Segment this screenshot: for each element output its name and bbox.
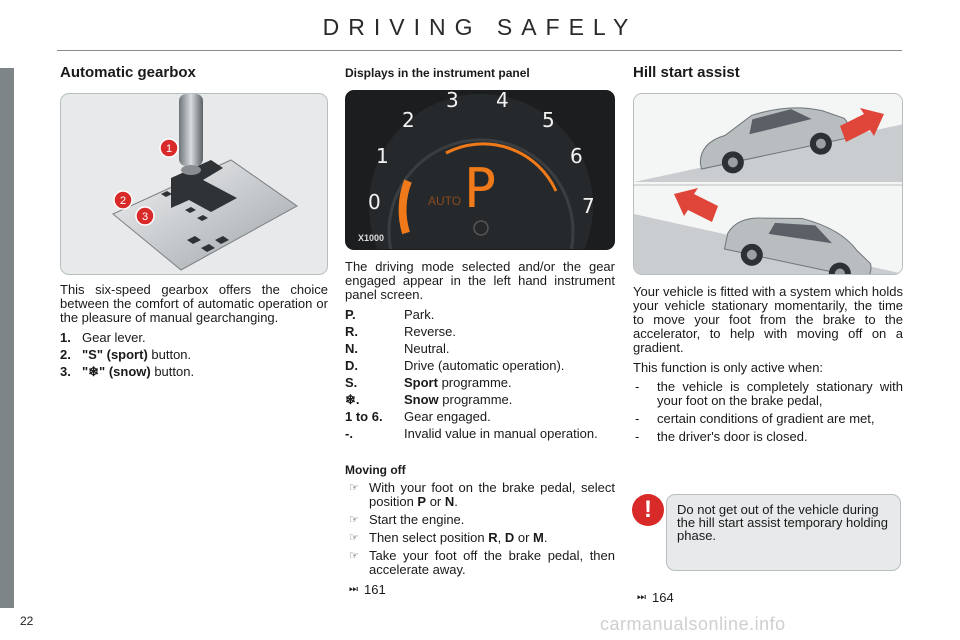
display-code-list <box>345 308 615 441</box>
hill-start-intro: Your vehicle is fitted with a system which holds your vehicle stationary momentarily, the time to move your foot from the brake to the accelerator, to help with moving off on a gradient. <box>633 284 903 355</box>
condition-item: - the driver's door is closed. <box>635 429 808 444</box>
moving-off-step: ☞ Start the engine. <box>345 513 615 527</box>
pointer-hand-icon: ☞ <box>349 514 359 526</box>
display-code-item: S. Sport programme. <box>345 375 512 390</box>
callout-2: 2 <box>119 195 127 207</box>
gearbox-item-list <box>60 331 328 379</box>
hill-start-section <box>633 66 903 448</box>
page-reference-164[interactable]: ⏭ 164 <box>637 590 674 605</box>
condition-item: - the vehicle is completely stationary with your foot on the brake pedal, <box>635 379 903 408</box>
display-code-item: ❄. Snow programme. <box>345 392 513 407</box>
gauge-number-2: 2 <box>402 108 415 132</box>
display-code-item: D. Drive (automatic operation). <box>345 358 565 373</box>
gauge-number-0: 0 <box>368 190 381 214</box>
gauge-mode-label: AUTO <box>428 194 462 208</box>
watermark: carmanualsonline.info <box>600 614 786 634</box>
display-code-item: R. Reverse. <box>345 324 457 339</box>
gauge-number-4: 4 <box>496 91 509 112</box>
display-code-item: P. Park. <box>345 307 435 322</box>
gauge-number-6: 6 <box>570 144 583 168</box>
gearbox-item: 2. "S" (sport) button. <box>60 347 192 362</box>
gear-indicator-letter: P <box>464 157 497 220</box>
page-side-bar <box>0 68 14 608</box>
pointer-hand-icon: ☞ <box>349 482 359 494</box>
automatic-gearbox-heading: Automatic gearbox <box>60 64 196 81</box>
display-code-item: -. Invalid value in manual operation. <box>345 426 598 441</box>
automatic-gearbox-section <box>60 66 328 382</box>
callout-3: 3 <box>141 211 149 223</box>
moving-off-step: ☞ Then select position R, D or M. <box>345 531 615 545</box>
gauge-number-3: 3 <box>446 91 459 112</box>
moving-off-heading: Moving off <box>345 463 406 477</box>
title-rule <box>57 50 902 51</box>
gearbox-item: 3. "❄" (snow) button. <box>60 364 195 379</box>
warning-box <box>666 494 901 571</box>
callout-1: 1 <box>165 143 173 155</box>
moving-off-step: ☞ With your foot on the brake pedal, select position P or N. <box>345 481 615 509</box>
display-code-item: 1 to 6. Gear engaged. <box>345 409 491 424</box>
gearbox-item: 1. Gear lever. <box>60 330 146 345</box>
instrument-displays-section <box>345 66 615 597</box>
hill-start-heading: Hill start assist <box>633 64 740 81</box>
displays-heading: Displays in the instrument panel <box>345 66 530 80</box>
pointer-hand-icon: ☞ <box>349 550 359 562</box>
gauge-number-7: 7 <box>582 194 595 218</box>
page-number: 22 <box>20 614 34 628</box>
display-code-item: N. Neutral. <box>345 341 450 356</box>
gauge-number-5: 5 <box>542 108 555 132</box>
page-reference-161[interactable]: ⏭ 161 <box>349 582 386 597</box>
instrument-panel-illustration <box>345 90 615 250</box>
condition-item: - certain conditions of gradient are met, <box>635 411 875 426</box>
page-title: DRIVING SAFELY <box>322 14 638 40</box>
gauge-unit: X1000 <box>358 233 385 243</box>
fast-forward-icon: ⏭ <box>349 584 358 595</box>
warning-text: Do not get out of the vehicle during the hill start assist temporary holding phase. <box>677 502 888 543</box>
moving-off-steps <box>345 481 615 577</box>
warning-exclamation-icon: ! <box>632 494 664 526</box>
displays-intro: The driving mode selected and/or the gear engaged appear in the left hand instrument panel screen. <box>345 259 615 302</box>
moving-off-step: ☞ Take your foot off the brake pedal, then accelerate away. <box>345 549 615 577</box>
hill-start-conditions <box>633 380 903 444</box>
hill-start-condition-intro: This function is only active when: <box>633 360 824 375</box>
hill-start-illustration <box>633 93 903 275</box>
gearbox-intro: This six-speed gearbox offers the choice between the comfort of automatic operation or the pleasure of manual gearchanging. <box>60 282 328 325</box>
pointer-hand-icon: ☞ <box>349 532 359 544</box>
gearbox-illustration <box>60 93 328 275</box>
fast-forward-icon: ⏭ <box>637 592 646 603</box>
gauge-number-1: 1 <box>376 144 389 168</box>
